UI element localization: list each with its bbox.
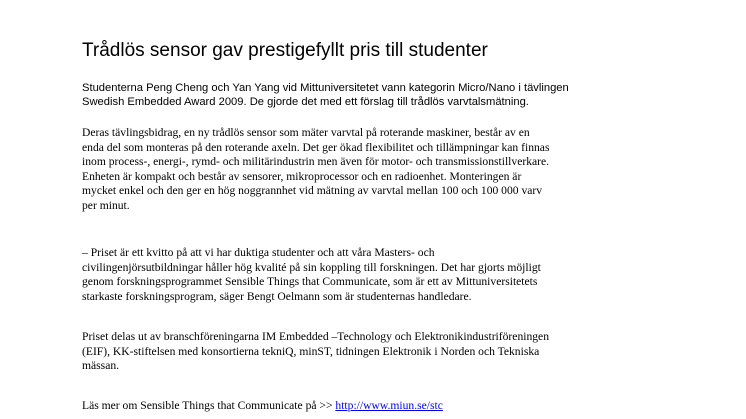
read-more	[82, 399, 672, 414]
paragraph-line: starkaste forskningsprogram, säger Bengt Oelmann som är studenternas handledare.	[82, 289, 472, 303]
paragraph-line: Enheten är kompakt och består av sensorer, mikroprocessor och en radioenhet. Monteringen är	[82, 169, 522, 183]
paragraph-line: genom forskningsprogrammet Sensible Things that Communicate, som är ett av Mittuniversitetets	[82, 275, 538, 288]
paragraph-line: Priset delas ut av branschföreningarna IM Embedded –Technology och Elektronikindustriföreningen	[82, 330, 549, 343]
paragraph-line: Deras tävlingsbidrag, en ny trådlös sensor som mäter varvtal på roterande maskiner, består av en	[82, 126, 530, 139]
paragraph-line: civilingenjörsutbildningar håller hög kvalité på sin koppling till forskningen. Det har gjorts möjligt	[82, 260, 541, 274]
paragraph-quote	[82, 246, 672, 304]
paragraph-line: (EIF), KK-stiftelsen med konsortierna tekniQ, minST, tidningen Elektronik i Norden och Tekniska	[82, 344, 540, 358]
paragraph-line: mycket enkel och den ger en hög noggrannhet vid mätning av varvtal mellan 100 och 100 000 varv	[82, 184, 543, 197]
lead-line: Studenterna Peng Cheng och Yan Yang vid Mittuniversitetet vann kategorin Micro/Nano i tävlingen	[82, 82, 569, 94]
paragraph-line: inom process-, energi-, rymd- och militärindustrin men även för motor- och transmissionstillverkare.	[82, 155, 550, 168]
paragraph-award	[82, 330, 672, 374]
paragraph-line: per minut.	[82, 198, 130, 212]
paragraph-product	[82, 126, 672, 213]
read-more-line	[82, 399, 672, 414]
paragraph-line: mässan.	[82, 359, 120, 372]
paragraph-line: enda del som monteras på den roterande axeln. Det ger ökad flexibilitet och tillämpningar kan finnas	[82, 140, 550, 154]
paragraph-line: – Priset är ett kvitto på att vi har duktiga studenter och att våra Masters- och	[82, 246, 435, 259]
read-more-text: Läs mer om Sensible Things that Communicate på >>	[82, 399, 336, 412]
miun-stc-link[interactable]: http://www.miun.se/stc	[335, 399, 443, 412]
lead-line: Swedish Embedded Award 2009. De gjorde det med ett förslag till trådlös varvtalsmätning.	[82, 95, 529, 108]
article-lead	[82, 82, 672, 109]
article-title: Trådlös sensor gav prestigefyllt pris till studenter	[82, 40, 488, 61]
